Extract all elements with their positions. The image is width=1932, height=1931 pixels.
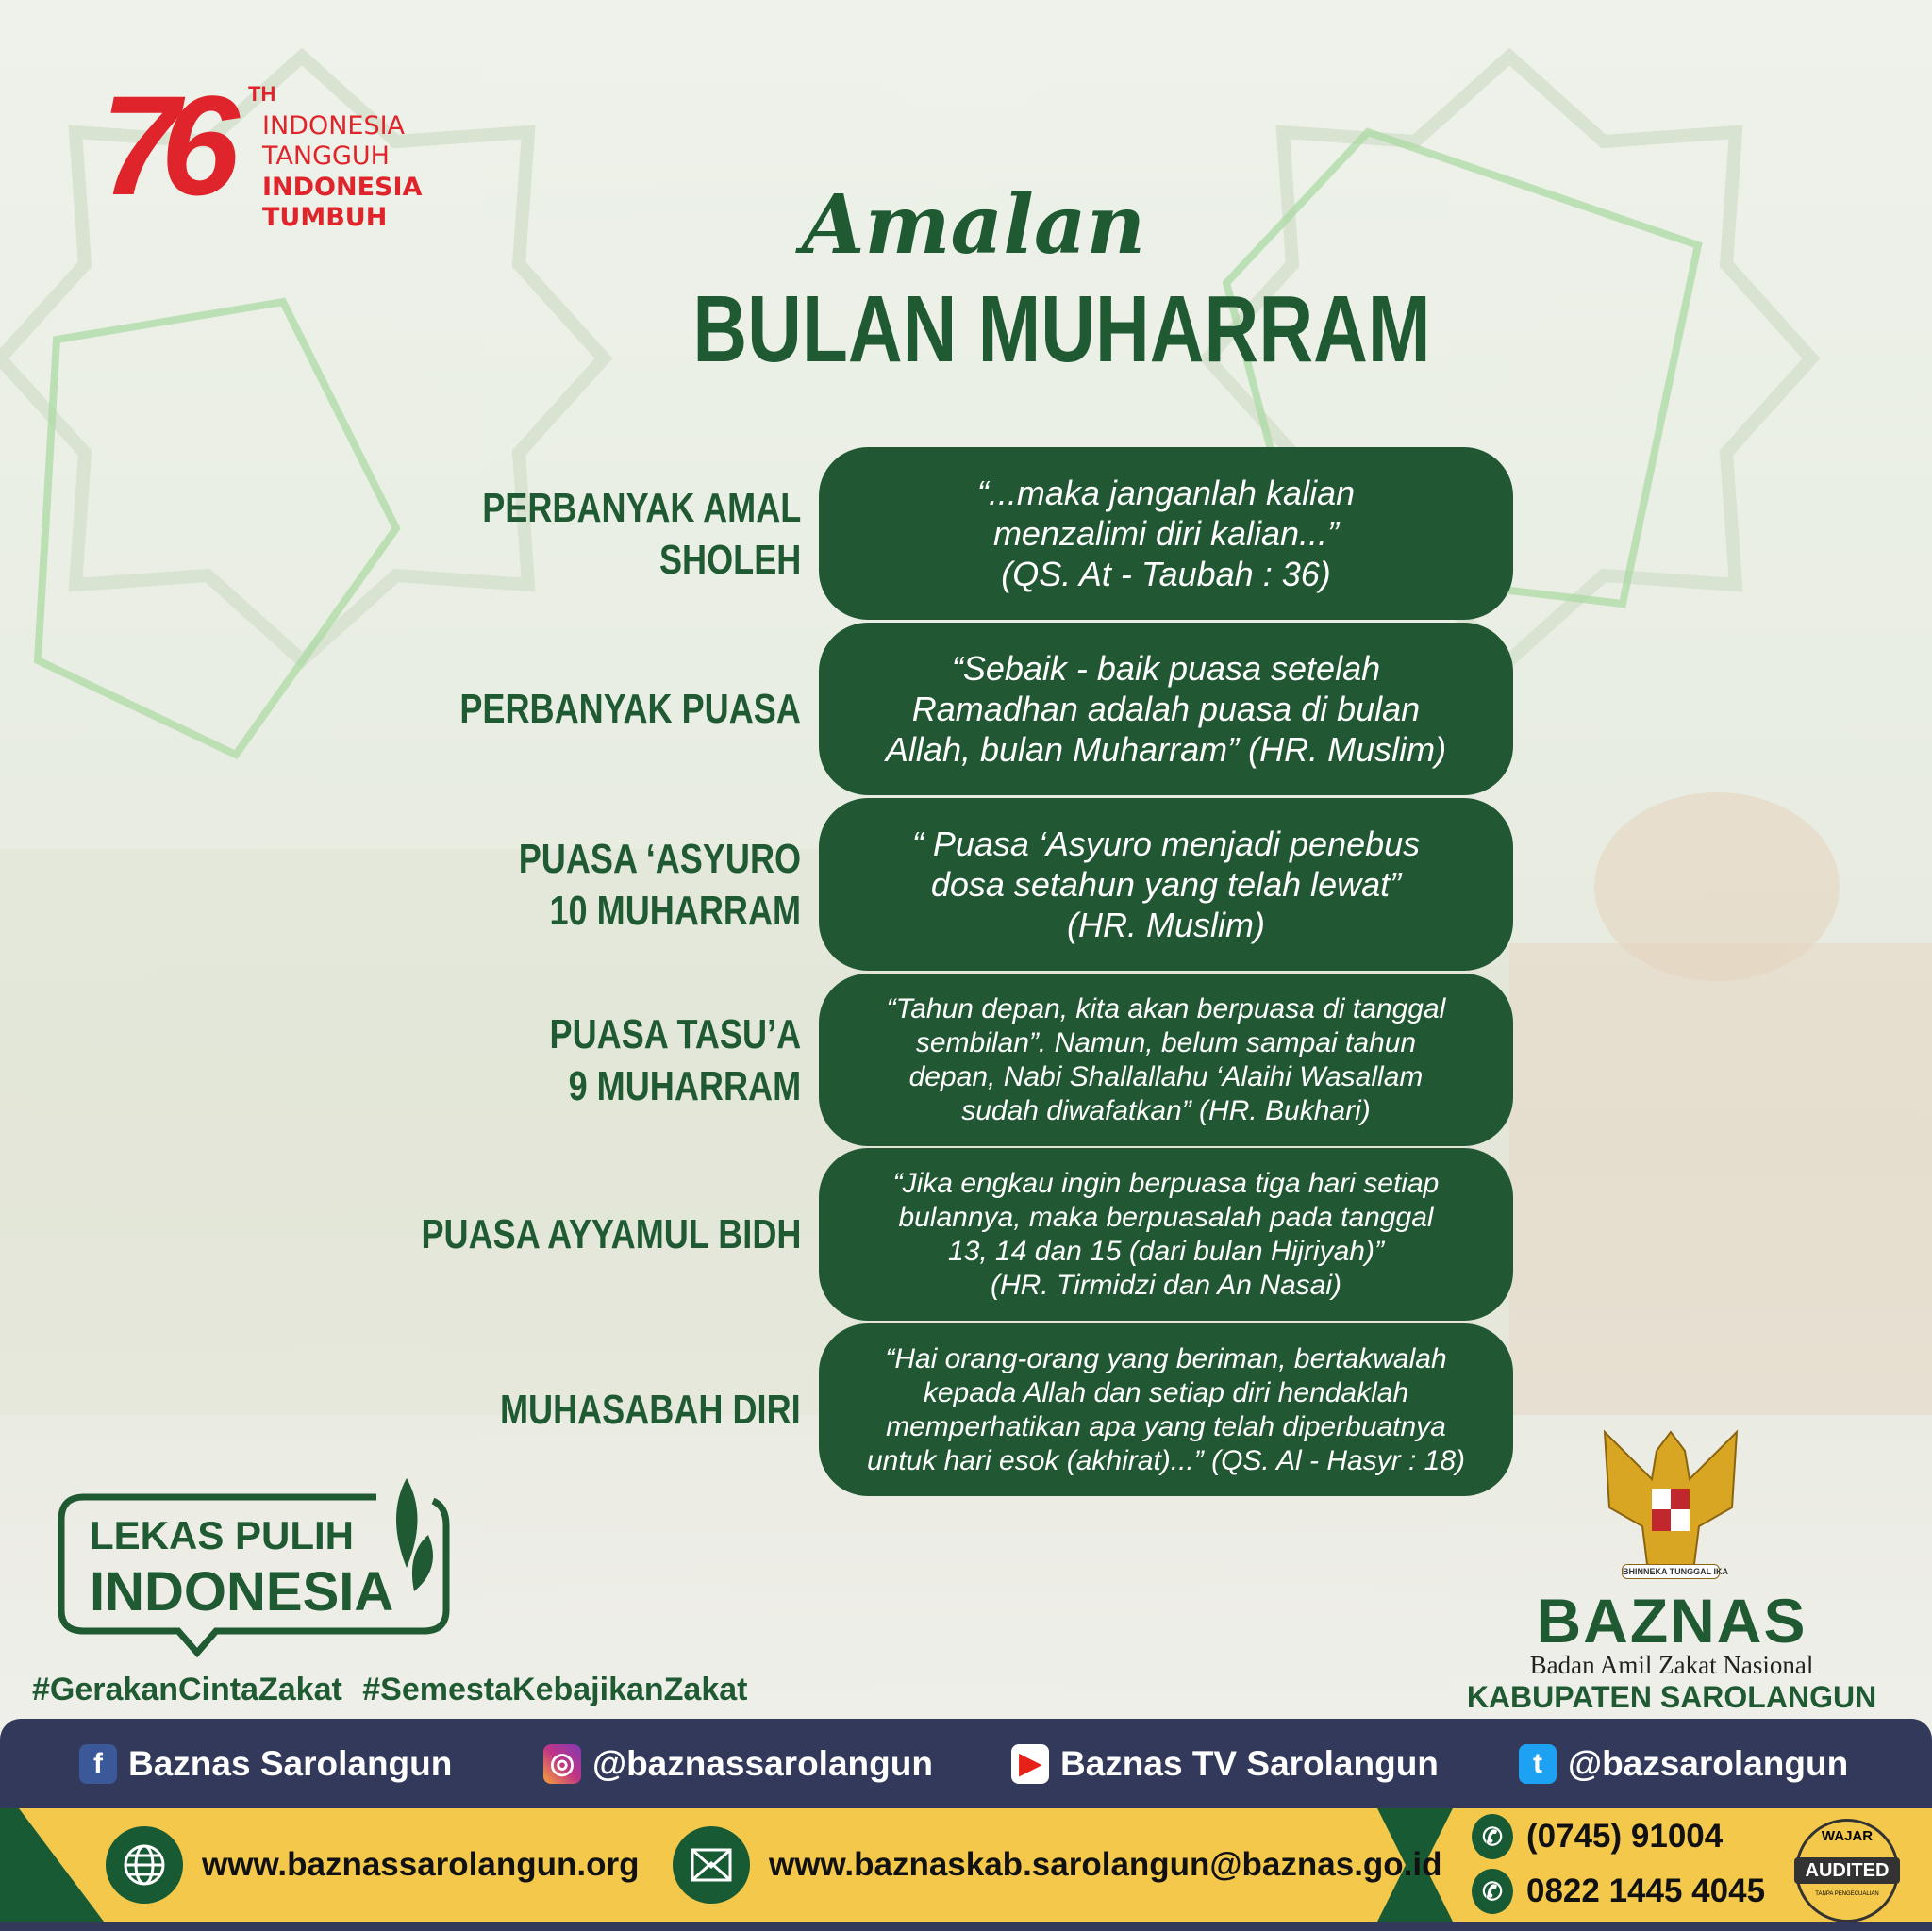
practice-label: PUASA AYYAMUL BIDH [421, 1211, 801, 1257]
quote-box: “ Puasa ‘Asyuro menjadi penebus dosa setahun yang telah lewat” (HR. Muslim) [819, 798, 1513, 971]
practice-label: PUASA TASU’A 9 MUHARRAM [549, 1010, 801, 1109]
hashtags: #GerakanCintaZakat #SemestaKebajikanZakat [32, 1672, 748, 1707]
badge-main: AUDITED [1794, 1857, 1900, 1884]
badge-bottom: TANPA PENGECUALIAN [1815, 1891, 1879, 1897]
org-region: KABUPATEN SAROLANGUN [1466, 1680, 1877, 1714]
practice-label: PERBANYAK PUASA [459, 686, 801, 732]
social-label: @bazsarolangun [1568, 1743, 1849, 1783]
audited-badge [1795, 1819, 1899, 1923]
phone-text: (0745) 91004 [1526, 1818, 1724, 1855]
page-title: BULAN MUHARRAM [692, 276, 1431, 382]
org-name: BAZNAS [1536, 1586, 1807, 1656]
instagram-icon: ◎ [543, 1744, 581, 1784]
facebook-icon: f [79, 1744, 117, 1784]
bottom-strip [0, 1922, 1932, 1931]
script-title: Amalan [801, 177, 1146, 273]
whatsapp-text: 0822 1445 4045 [1526, 1873, 1766, 1909]
quote-box: “Hai orang-orang yang beriman, bertakwalah kepada Allah dan setiap diri hendaklah memperhatikan apa yang telah diperbuatnya untuk hari esok (akhirat)...” (QS. Al - Hasyr : 18) [819, 1323, 1513, 1496]
tagline-line: INDONESIA [262, 172, 423, 202]
emblem-motto: BHINNEKA TUNGGAL IKA [1622, 1564, 1720, 1579]
phone-icon: ✆ [1472, 1814, 1513, 1859]
globe-icon [106, 1826, 183, 1904]
lekas-pulih-logo [56, 1478, 452, 1657]
logo-number: 76 [101, 66, 221, 225]
social-twitter[interactable] [1519, 1719, 1848, 1808]
email-link[interactable] [673, 1826, 1442, 1904]
email-text: www.baznaskab.sarolangun@baznas.go.id [769, 1846, 1442, 1883]
whatsapp-number[interactable] [1472, 1869, 1765, 1914]
quote-box: “...maka janganlah kalian menzalimi diri kalian...” (QS. At - Taubah : 36) [819, 447, 1513, 620]
social-label: @baznassarolangun [592, 1743, 933, 1783]
practice-label: PUASA ‘ASYURO 10 MUHARRAM [518, 835, 801, 934]
social-label: Baznas Sarolangun [128, 1743, 453, 1783]
tagline-line: TANGGUH [262, 141, 390, 172]
quote-box: “Tahun depan, kita akan berpuasa di tanggal sembilan”. Namun, belum sampai tahun depan, Nabi Shallallahu ‘Alaihi Wasallam sudah diwafatkan” (HR. Bukhari) [819, 974, 1513, 1146]
practice-label: MUHASABAH DIRI [500, 1387, 801, 1433]
practice-label: PERBANYAK AMAL SHOLEH [481, 484, 801, 583]
youtube-icon: ▶ [1011, 1744, 1049, 1784]
logo-suffix: TH [248, 82, 276, 106]
campaign-line2: INDONESIA [90, 1561, 394, 1623]
quote-box: “Sebaik - baik puasa setelah Ramadhan adalah puasa di bulan Allah, bulan Muharram” (HR. Muslim) [819, 623, 1513, 795]
baznas-logo [1426, 1585, 1917, 1715]
practice-row [0, 623, 1932, 795]
social-instagram[interactable] [543, 1719, 933, 1808]
badge-top: WAJAR [1821, 1828, 1874, 1844]
practice-row [0, 798, 1932, 971]
practice-row [0, 974, 1932, 1146]
social-bar [0, 1719, 1932, 1808]
practice-row [0, 447, 1932, 620]
campaign-line1: LEKAS PULIH [90, 1513, 355, 1557]
mail-icon [673, 1826, 750, 1904]
tagline-line: INDONESIA [262, 111, 406, 141]
social-label: Baznas TV Sarolangun [1060, 1743, 1439, 1783]
twitter-icon: t [1519, 1744, 1557, 1784]
contact-bar [0, 1808, 1932, 1922]
practice-row [0, 1148, 1932, 1321]
garuda-emblem-icon [1595, 1423, 1746, 1583]
quote-box: “Jika engkau ingin berpuasa tiga hari setiap bulannya, maka berpuasalah pada tanggal 13, 14 dan 15 (dari bulan Hijriyah)” (HR. Tirmidzi dan An Nasai) [819, 1148, 1513, 1321]
social-facebook[interactable] [79, 1719, 452, 1808]
org-full-name: Badan Amil Zakat Nasional [1529, 1651, 1814, 1679]
whatsapp-icon: ✆ [1472, 1869, 1513, 1914]
social-youtube[interactable] [1011, 1719, 1439, 1808]
tagline-line: TUMBUH [262, 203, 388, 233]
phone-number[interactable] [1472, 1814, 1723, 1859]
website-link[interactable] [106, 1826, 640, 1904]
website-text: www.baznassarolangun.org [202, 1846, 640, 1883]
